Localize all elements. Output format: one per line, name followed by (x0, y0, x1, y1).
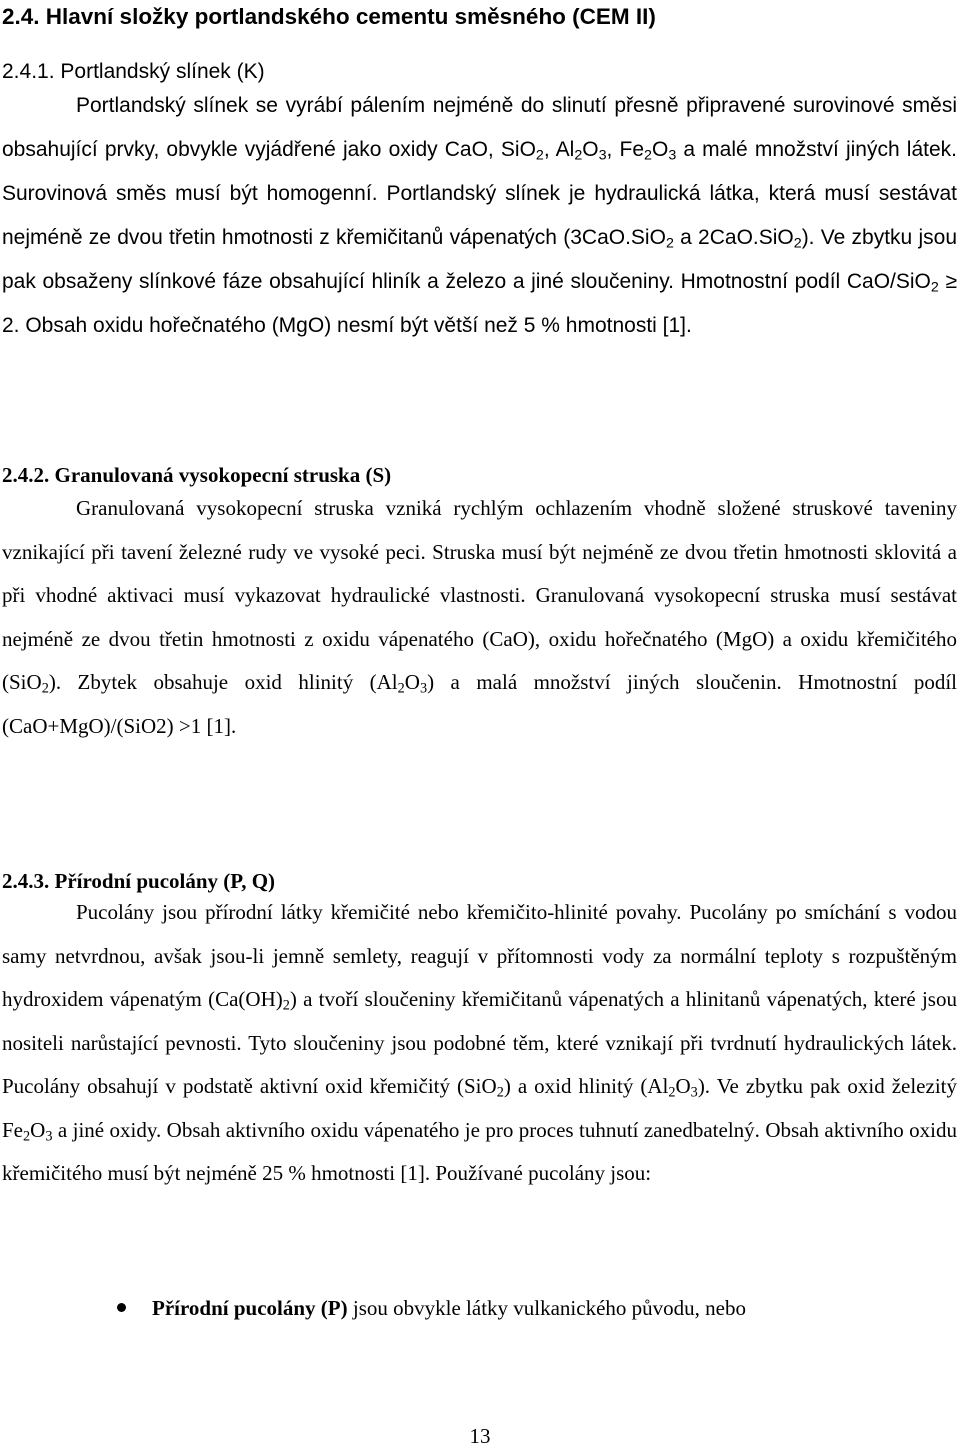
section-title: Portlandský slínek (K) (60, 60, 265, 83)
section-number: 2.4.2. (2, 463, 50, 487)
paragraph-portland-clinker: Portlandský slínek se vyrábí pálením nejméně do slinutí přesně připravené surovinové směsi obsahující prvky, obvykle vyjádřené jako oxidy CaO, SiO$_2$, $Al_2O_3$, $Fe_2O_3$ a malé množství jiných látek. Surovinová směs musí být homogenní. Portlandský slínek je hydraulická látka, která musí sestávat nejméně ze dvou třetin hmotnosti z křemičitanů vápenatých (3CaO.SiO$_2$ a 2CaO.SiO$_2$). Ve zbytku jsou pak obsaženy slínkové fáze obsahující hliník a železo a jiné sloučeniny. Hmotnostní podíl CaO/SiO$_2$ ≥ 2. Obsah oxidu hořečnatého (MgO) nesmí být větší než 5 % hmotnosti [1]. (2, 94, 957, 337)
section-number: 2.4.1. (2, 60, 55, 83)
page-number: 13 (469, 1424, 491, 1448)
pozzolan-type-list (0, 1288, 958, 1328)
section-number: 2.4.3. (2, 869, 50, 893)
section-title: Granulovaná vysokopecní struska (S) (54, 463, 392, 487)
section-heading-portland-clinker (2, 57, 265, 87)
list-item: Přírodní pucolány (P) jsou obvykle látky vulkanického původu, nebo (0, 1288, 958, 1328)
section-heading-blast-furnace-slag (2, 460, 391, 490)
paragraph-natural-pozzolans: Pucolány jsou přírodní látky křemičité nebo křemičito-hlinité povahy. Pucolány po smíchání s vodou samy netvrdnou, avšak jsou-li jemně semlety, reagují v přítomnosti vody za normální teploty s rozpuštěným hydroxidem vápenatým $(Ca(OH)_2)$ a tvoří sloučeniny křemičitanů vápenatých a hlinitanů vápenatých, které jsou nositeli narůstající pevnosti. Tyto sloučeniny jsou podobné těm, které vznikají při tvrdnutí hydraulických látek. Pucolány obsahují v podstatě aktivní oxid křemičitý (SiO$_2$) a oxid hlinitý $(Al_2O_3)$. Ve zbytku pak oxid železitý $Fe_2O_3$ a jiné oxidy. Obsah aktivního oxidu vápenatého je pro proces tuhnutí zanedbatelný. Obsah aktivního oxidu křemičitého musí být nejméně 25 % hmotnosti [1]. Používané pucolány jsou: (2, 900, 957, 1185)
bullet-icon (117, 1303, 126, 1312)
paragraph-blast-furnace-slag: Granulovaná vysokopecní struska vzniká rychlým ochlazením vhodně složené struskové taveniny vznikající při tavení železné rudy ve vysoké peci. Struska musí být nejméně ze dvou třetin hmotnosti sklovitá a při vhodné aktivaci musí vykazovat hydraulické vlastnosti. Granulovaná vysokopecní struska musí sestávat nejméně ze dvou třetin hmotnosti z oxidu vápenatého (CaO), oxidu hořečnatého (MgO) a oxidu křemičitého (SiO$_2$). Zbytek obsahuje oxid hlinitý $(Al_2O_3)$ a malá množství jiných sloučenin. Hmotnostní podíl (CaO+MgO)/(SiO2) >1 [1]. (2, 496, 957, 738)
section-title: Přírodní pucolány (P, Q) (54, 869, 276, 893)
chapter-heading: 2.4. Hlavní složky portlandského cementu směsného (CEM II) (2, 4, 656, 29)
